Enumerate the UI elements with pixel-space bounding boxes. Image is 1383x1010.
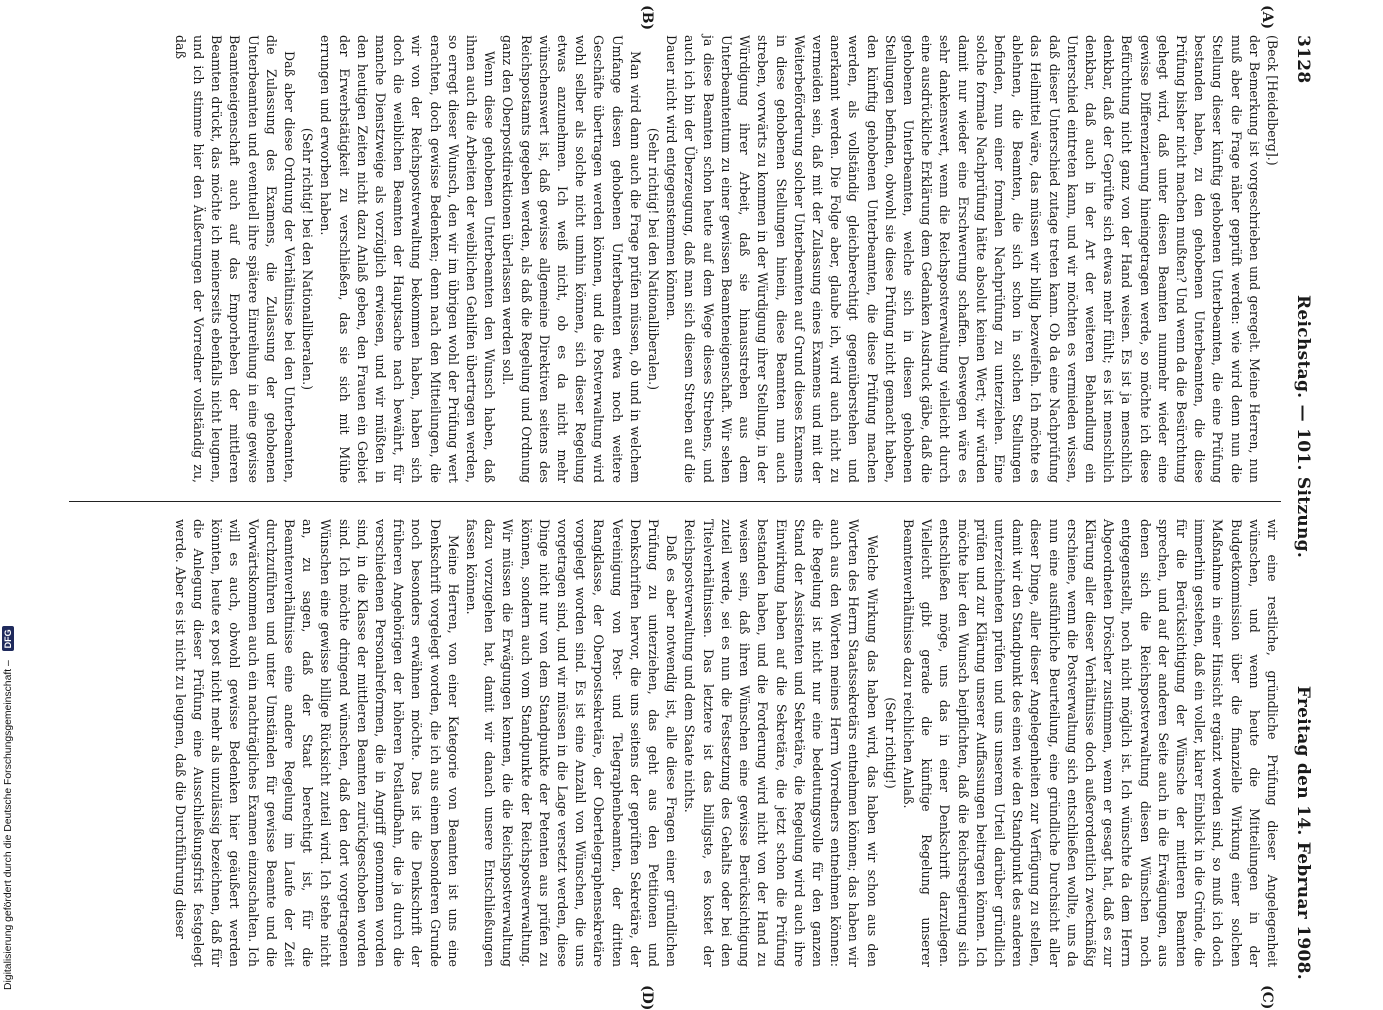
paragraph: Wenn diese gehobenen Unterbeamten den Wunsch haben, daß ihnen auch die Arbeiten der weiblichen Gehilfen übertragen werden, so erregt dieser Wunsch, den wir im übrigen wohl der Prüfung wert erachten, doch gewisse Bedenken; denn nach den Mitteilungen, die wir von der Reichspostverwaltung bekommen haben, haben sich doch die weiblichen Beamten der Hauptsache nach bewährt, für manche Dienstzweige als vorzüglich erwiesen, und wir müßten in den heutigen Zeiten nicht dazu Anlaß geben, den Frauen ein Gebiet der Erwerbstätigkeit zu verschließen, das sie sich mit Mühe errungen und erworben haben. — [318, 35, 498, 483]
paragraph: der Bemerkung ist vorgeschrieben und geregelt. Meine Herren, nun muß aber die Frage näher geprüft werden: wie wird denn nun die Stellung dieser künftig gehobenen Unterbeamten, die eine Prüfung bestanden haben, zu den gehobenen Unterbeamten, die diese Prüfung bisher nicht machen mußten? Und wenn da die Besürchtung gehegt wird, daß unter diesen Beamten nunmehr wieder eine gewisse Differenzierung hineingetragen werde, so möchte ich diese Befürchtung nicht ganz von der Hand weisen. Es ist ja menschlich denkbar, daß der Geprüfte sich etwas mehr fühlt; es ist menschlich denkbar, daß auch in der Art der weiteren Behandlung ein Unterschied eintreten kann, und wir möchten es vermieden wissen, daß dieser Unterschied zutage treten kann. Ob da eine Nachprüfung das Heilmittel wäre, das müssen wir billig bezweifeln. Ich möchte es ablehnen, die Beamten, die sich schon in solchen Stellungen befinden, nun einer formalen Nachprüfung zu unterziehen. Eine solche formale Nachprüfung hätte absolut keinen Wert; wir würden damit nur wieder eine Erschwerung schaffen. Deswegen wäre es sehr dankenswert, wenn die Reichspostverwaltung vielleicht durch eine ausdrückliche Erklärung dem Gedanken Ausdruck gäbe, daß die gehobenen Unterbeamten, welche sich in diesen gehobenen Stellungen befinden, obwohl sie diese Prüfung nicht gemacht haben, den künftig gehobenen Unterbeamten, die diese Prüfung machen werden, als vollständig gleichberechtigt gegenüberstehen und anerkannt werden. Die Folge aber, glaube ich, wird auch nicht zu vermeiden sein, daß mit der Zulassung eines Examens und mit der Weiterbeförderung solcher Unterbeamten auf Grund dieses Examens in diese gehobenen Stellungen hinein, diese Beamten nun auch streben, vorwärts zu kommen in der Würdigung ihrer Stellung, in der Würdigung ihrer Arbeit, daß sie hinausstreben aus dem Unterbeamtentum zu einer gewissen Beamteneigenschaft. Wir sehen ja diese Beamten schon heute auf dem Wege dieses Strebens, und auch ich bin der Überzeugung, daß man sich diesem Streben auf die Dauer nicht wird entgegenstemmen können. — [664, 35, 1262, 483]
paragraph: wir eine restliche, gründliche Prüfung dieser Angelegenheit wünschen, und wenn heute die Mitteilungen in der Budgetkommission über die finanzielle Wirkung einer solchen Maßnahme in einer Hinsicht ergänzt worden sind, so muß ich doch immerhin gestehen, daß ein voller, klarer Einblick in die Gründe, die für die Berücksichtigung der Wünsche der mittleren Beamten sprechen, und auf der anderen Seite auch in die Erwägungen, aus denen sich die Reichspostverwaltung diesen Wünschen noch entgegenstellt, noch nicht möglich ist. Ich wünschte da dem Herrn Abgeordneten Dröscher zustimmen, wenn er gesagt hat, daß es zur Klärung aller dieser Verhältnisse doch außerordentlich zweckmäßig erschiene, wenn die Postverwaltung sich entschließen wollte, uns da nun eine ausführliche Beurteilung, eine gründliche Durchsicht aller dieser Dinge, aller dieser Angelegenheiten zur Verfügung zu stellen, damit wir den Standpunkt des einen wie den Standpunkt des anderen unterzeichneten prüfen und uns unserem Urteil darüber gründlich prüfen und zur Klärung unserer Auffassungen beitragen können. Ich möchte hier den Wunsch beipflichten, daß die Reichsregierung sich entschließen möge, uns das in einer Denkschrift darzulegen. Vielleicht gibt gerade die künftige Regelung unserer Beamtenverhältnisse dazu reichlichen Anlaß. — [900, 519, 1280, 967]
paragraph: Meine Herren, von einer Kategorie von Beamten ist uns eine Denkschrift vorgelegt worden, die ich aus einem besonderen Grunde noch besonders erwähnen möchte. Das ist die Denkschrift der früheren Angehörigen der höheren Postlaufbahn, die ja durch die verschiedenen Personalreformen, die in Angriff genommen worden sind, in die Klasse der mittleren Beamten zurückgeschoben worden sind. Ich möchte dringend wünschen, daß den dort vorgetragenen Wünschen eine gewisse billige Rücksicht zuteil wird. Ich stehe nicht an, zu sagen, daß der Staat berechtigt ist, für die Beamtenverhältnisse eine andere Regelung im Laufe der Zeit durchzuführen und unter Umständen für gewisse Beamte und die Vorwärtskommen auch ein nachträgliches Examen einzuschalten. Ich will es auch, obwohl gewisse Bedenken hier geäußert werden könnten, heute ex post nicht mehr als unzulässig bezeichnen, daß für die Anlegung dieser Prüfung eine Ausschließungsfrist festgelegt werde. Aber es ist nicht zu leugnen, daß die Durchführung dieser — [172, 519, 461, 967]
left-text-column — [171, 35, 1281, 483]
interjection: (Sehr richtig! bei den Nationalliberalen.) — [646, 127, 662, 391]
margin-mark-c: (C) — [1259, 985, 1275, 1010]
paragraph: Daß aber diese Ordnung der Verhältnisse bei den Unterbeamten, die Zulassung des Examens, die Zulassung der gehobenen Unterbeamten und eventuell ihre spätere Einreihung in eine gewisse Beamteneigenschaft auch auf das Emporheben der mittleren Beamten drückt, das möchte ich meinerseits ebenfalls nicht leugnen, und ich stimme hier den Äußerungen der Vorredner vollständig zu, daß — [172, 35, 298, 483]
interjection: (Sehr richtig!) — [882, 697, 898, 789]
session-title: Reichstag. — 101. Sitzung. — [1293, 295, 1313, 559]
margin-mark-b: (B) — [639, 5, 655, 31]
paragraph: Man wird dann auch die Frage prüfen müssen, ob und in welchem Umfange diesen gehobenen Unterbeamten etwa noch weitere Geschäfte übertragen werden können, und die Postverwaltung wird wohl selber als solche nicht umhin können, sich dieser Regelung etwas anzunehmen. Ich weiß nicht, ob es da nicht mehr wünschenswert ist, daß gewisse allgemeine Direktiven seitens des Reichspostamts gegeben werden, als daß die Regelung und Ordnung ganz den Oberpostdirektionen überlassen werden soll. — [500, 35, 643, 483]
column-divider — [69, 501, 1281, 502]
credit-text: Digitalisierung gefördert durch die Deutsche Forschungsgemeinschaft – — [2, 660, 14, 990]
paragraph: Welche Wirkung das haben wird, das haben wir schon aus den Worten des Herrn Staatssekretärs entnehmen können; das haben wir auch aus den Worten meines Herrn Vorredners entnehmen können: die Regelung ist nicht nur eine bedeutungsvolle für den ganzen Stand der Assistenten und Sekretäre, die Regelung wird auch ihre Einwirkung haben auf die Sekretäre, die jetzt schon die Prüfung bestanden haben, und die Forderung wird nicht von der Hand zu weisen sein, daß ihren Wünschen eine gewisse Berücksichtigung zuteil werde, sei es nun die Festsetzung des Gehalts oder bei den Titelverhältnissen. Das letztere ist das billigste, es kostet der Reichspostverwaltung und dem Staate nichts. — [682, 519, 880, 967]
page-header — [1287, 35, 1315, 980]
page-number: 3128 — [1293, 35, 1313, 84]
interjection: (Sehr richtig! bei den Nationalliberalen.) — [300, 127, 316, 391]
paragraph: Daß es aber notwendig ist, alle diese Fragen einer gründlichen Prüfung zu unterziehen, das geht aus den Petitionen und Denkschriften hervor, die uns seitens der geprüften Sekretäre, der Vereinigung von Post- und Telegraphenbeamten, der dritten Rangklasse, der Oberpostsekretäre, der Obertelegraphensekretäre vorgelegt worden sind. Es ist eine Anzahl von Wünschen, die uns vorgetragen sind, und wir müssen in die Lage versetzt werden, diese Dinge nicht nur von dem Standpunkte der Petenten aus prüfen zu können, sondern auch vom Standpunkte der Reichspostverwaltung. Wir müssen die Erwägungen kennen, die die Reichspostverwaltung dazu vorzugehen hat, damit wir danach unsere Entschließungen fassen können. — [464, 519, 680, 967]
rotated-page — [65, 5, 1315, 1010]
digitization-credit — [2, 626, 14, 990]
margin-mark-d: (D) — [639, 985, 655, 1010]
right-text-column — [171, 519, 1281, 967]
margin-mark-a: (A) — [1259, 5, 1275, 30]
speaker-line: (Beck [Heidelberg].) — [1265, 35, 1280, 166]
dfg-logo: DFG — [2, 626, 14, 651]
session-date: Freitag den 14. Februar 1908. — [1293, 685, 1313, 980]
